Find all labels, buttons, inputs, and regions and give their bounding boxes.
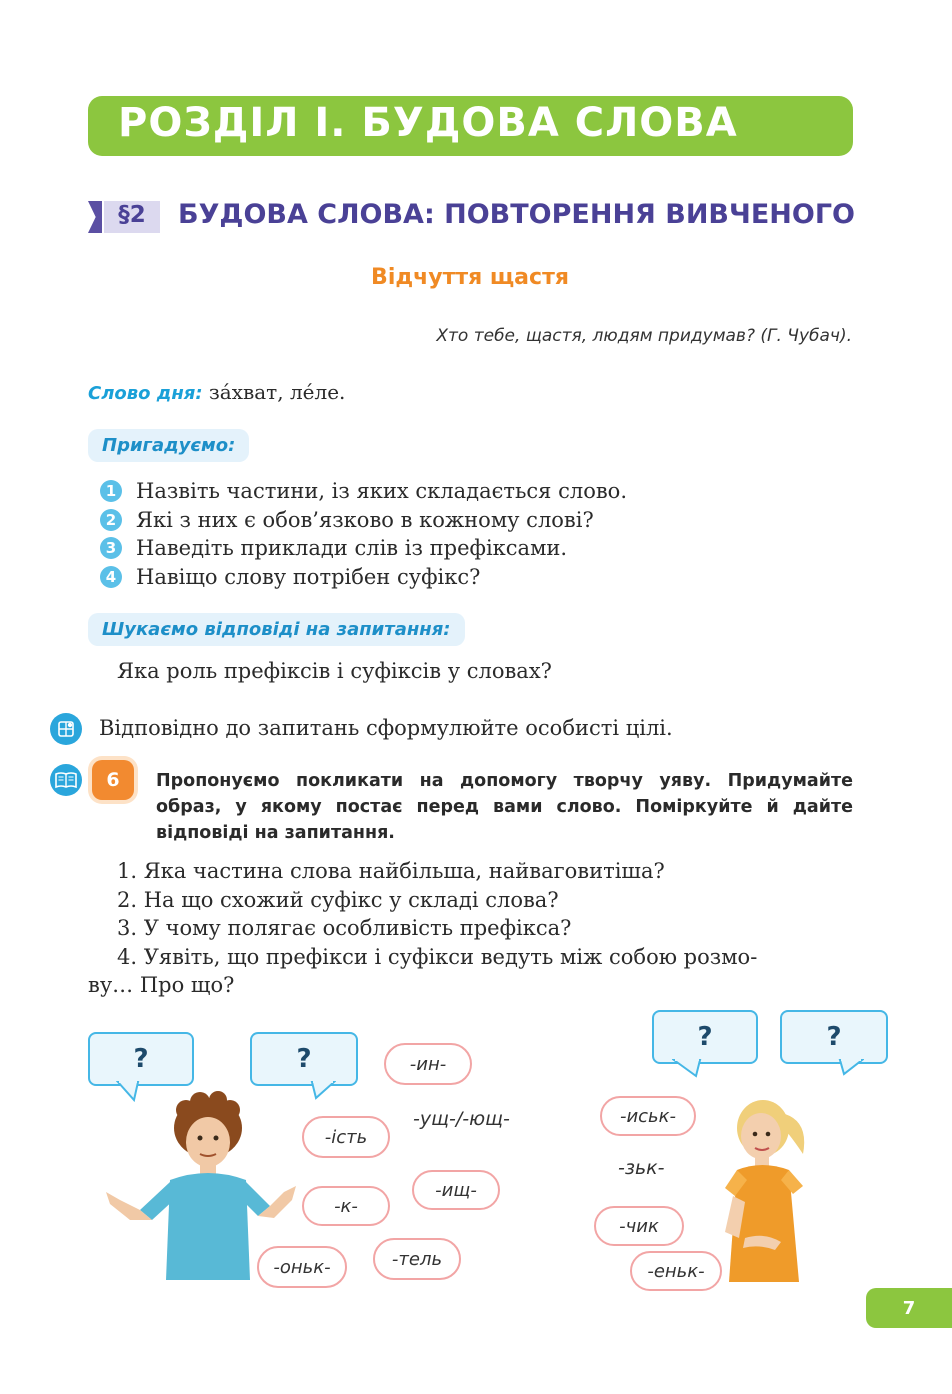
chapter-title: РОЗДІЛ І. БУДОВА СЛОВА xyxy=(118,100,738,146)
task-line: 1. Яка частина слова найбільша, найваговитіша? xyxy=(117,859,665,883)
word-of-day xyxy=(88,380,345,404)
list-item xyxy=(100,506,627,535)
speech-bubble-tail xyxy=(672,1058,702,1078)
question-text: Наведіть приклади слів із префіксами. xyxy=(136,536,568,561)
page-number: 7 xyxy=(866,1288,952,1328)
search-label: Шукаємо відповіді на запитання: xyxy=(88,613,465,646)
open-book-icon xyxy=(50,764,82,796)
task-line: ву… Про що? xyxy=(88,973,235,997)
question-number-badge: 2 xyxy=(100,509,122,531)
suffix-cloud: -тель xyxy=(373,1238,461,1280)
word-of-day-words: зáхват, лéле. xyxy=(208,380,346,404)
word-of-day-label: Слово дня: xyxy=(88,383,203,404)
task-line: 2. На що схожий суфікс у складі слова? xyxy=(117,887,559,912)
speech-bubble: ? xyxy=(780,1010,888,1064)
speech-bubble: ? xyxy=(88,1032,194,1086)
speech-bubble-tail xyxy=(838,1058,864,1076)
exercise-instruction: Пропонуємо покликати на допомогу творчу уяву. Придумайте образ, у якому постає перед вами слово. Поміркуйте й дайте відповіді на запитання. xyxy=(156,771,853,843)
girl-illustration xyxy=(715,1092,825,1282)
goal-text: Відповідно до запитань сформулюйте особисті цілі. xyxy=(99,716,673,740)
suffix-label: -зьк- xyxy=(618,1157,665,1179)
suffix-cloud: -ищ- xyxy=(412,1170,500,1210)
section-title: БУДОВА СЛОВА: ПОВТОРЕННЯ ВИВЧЕНОГО xyxy=(178,199,855,230)
recall-label: Пригадуємо: xyxy=(88,429,249,462)
speech-bubble: ? xyxy=(652,1010,758,1064)
epigraph: Хто тебе, щастя, людям придумав? (Г. Чубач). xyxy=(436,326,852,346)
suffix-cloud: -иськ- xyxy=(600,1096,696,1136)
list-item xyxy=(100,534,627,563)
question-text: Навіщо слову потрібен суфікс? xyxy=(136,564,481,589)
section-number: §2 xyxy=(118,202,146,228)
question-number-badge: 4 xyxy=(100,566,122,588)
search-question: Яка роль префіксів і суфіксів у словах? xyxy=(117,659,552,683)
question-text: Які з них є обов’язково в кожному слові? xyxy=(136,507,594,532)
exercise-tasks xyxy=(88,857,853,1000)
exercise-number: 6 xyxy=(92,760,134,800)
suffix-cloud: -ин- xyxy=(384,1043,472,1085)
puzzle-target-icon xyxy=(50,713,82,745)
suffix-cloud: -к- xyxy=(302,1186,390,1226)
list-item xyxy=(100,477,627,506)
topic-title: Відчуття щастя xyxy=(371,265,569,290)
suffix-cloud: -ість xyxy=(302,1116,390,1158)
suffix-label: -ущ-/-ющ- xyxy=(413,1108,510,1130)
task-line: 4. Уявіть, що префікси і суфікси ведуть між собою розмо- xyxy=(117,944,758,969)
suffix-cloud: -оньк- xyxy=(257,1246,347,1288)
speech-bubble: ? xyxy=(250,1032,358,1086)
task-line: 3. У чому полягає особливість префікса? xyxy=(117,916,572,940)
question-number-badge: 3 xyxy=(100,537,122,559)
list-item xyxy=(100,563,627,592)
question-text: Назвіть частини, із яких складається слово. xyxy=(136,479,627,504)
section-marker-notch xyxy=(88,201,102,233)
suffix-cloud: -чик xyxy=(594,1206,684,1246)
suffix-cloud: -еньк- xyxy=(630,1251,722,1291)
recall-questions xyxy=(100,477,627,591)
question-number-badge: 1 xyxy=(100,480,122,502)
section-marker xyxy=(88,201,160,233)
speech-bubble-tail xyxy=(310,1080,336,1100)
